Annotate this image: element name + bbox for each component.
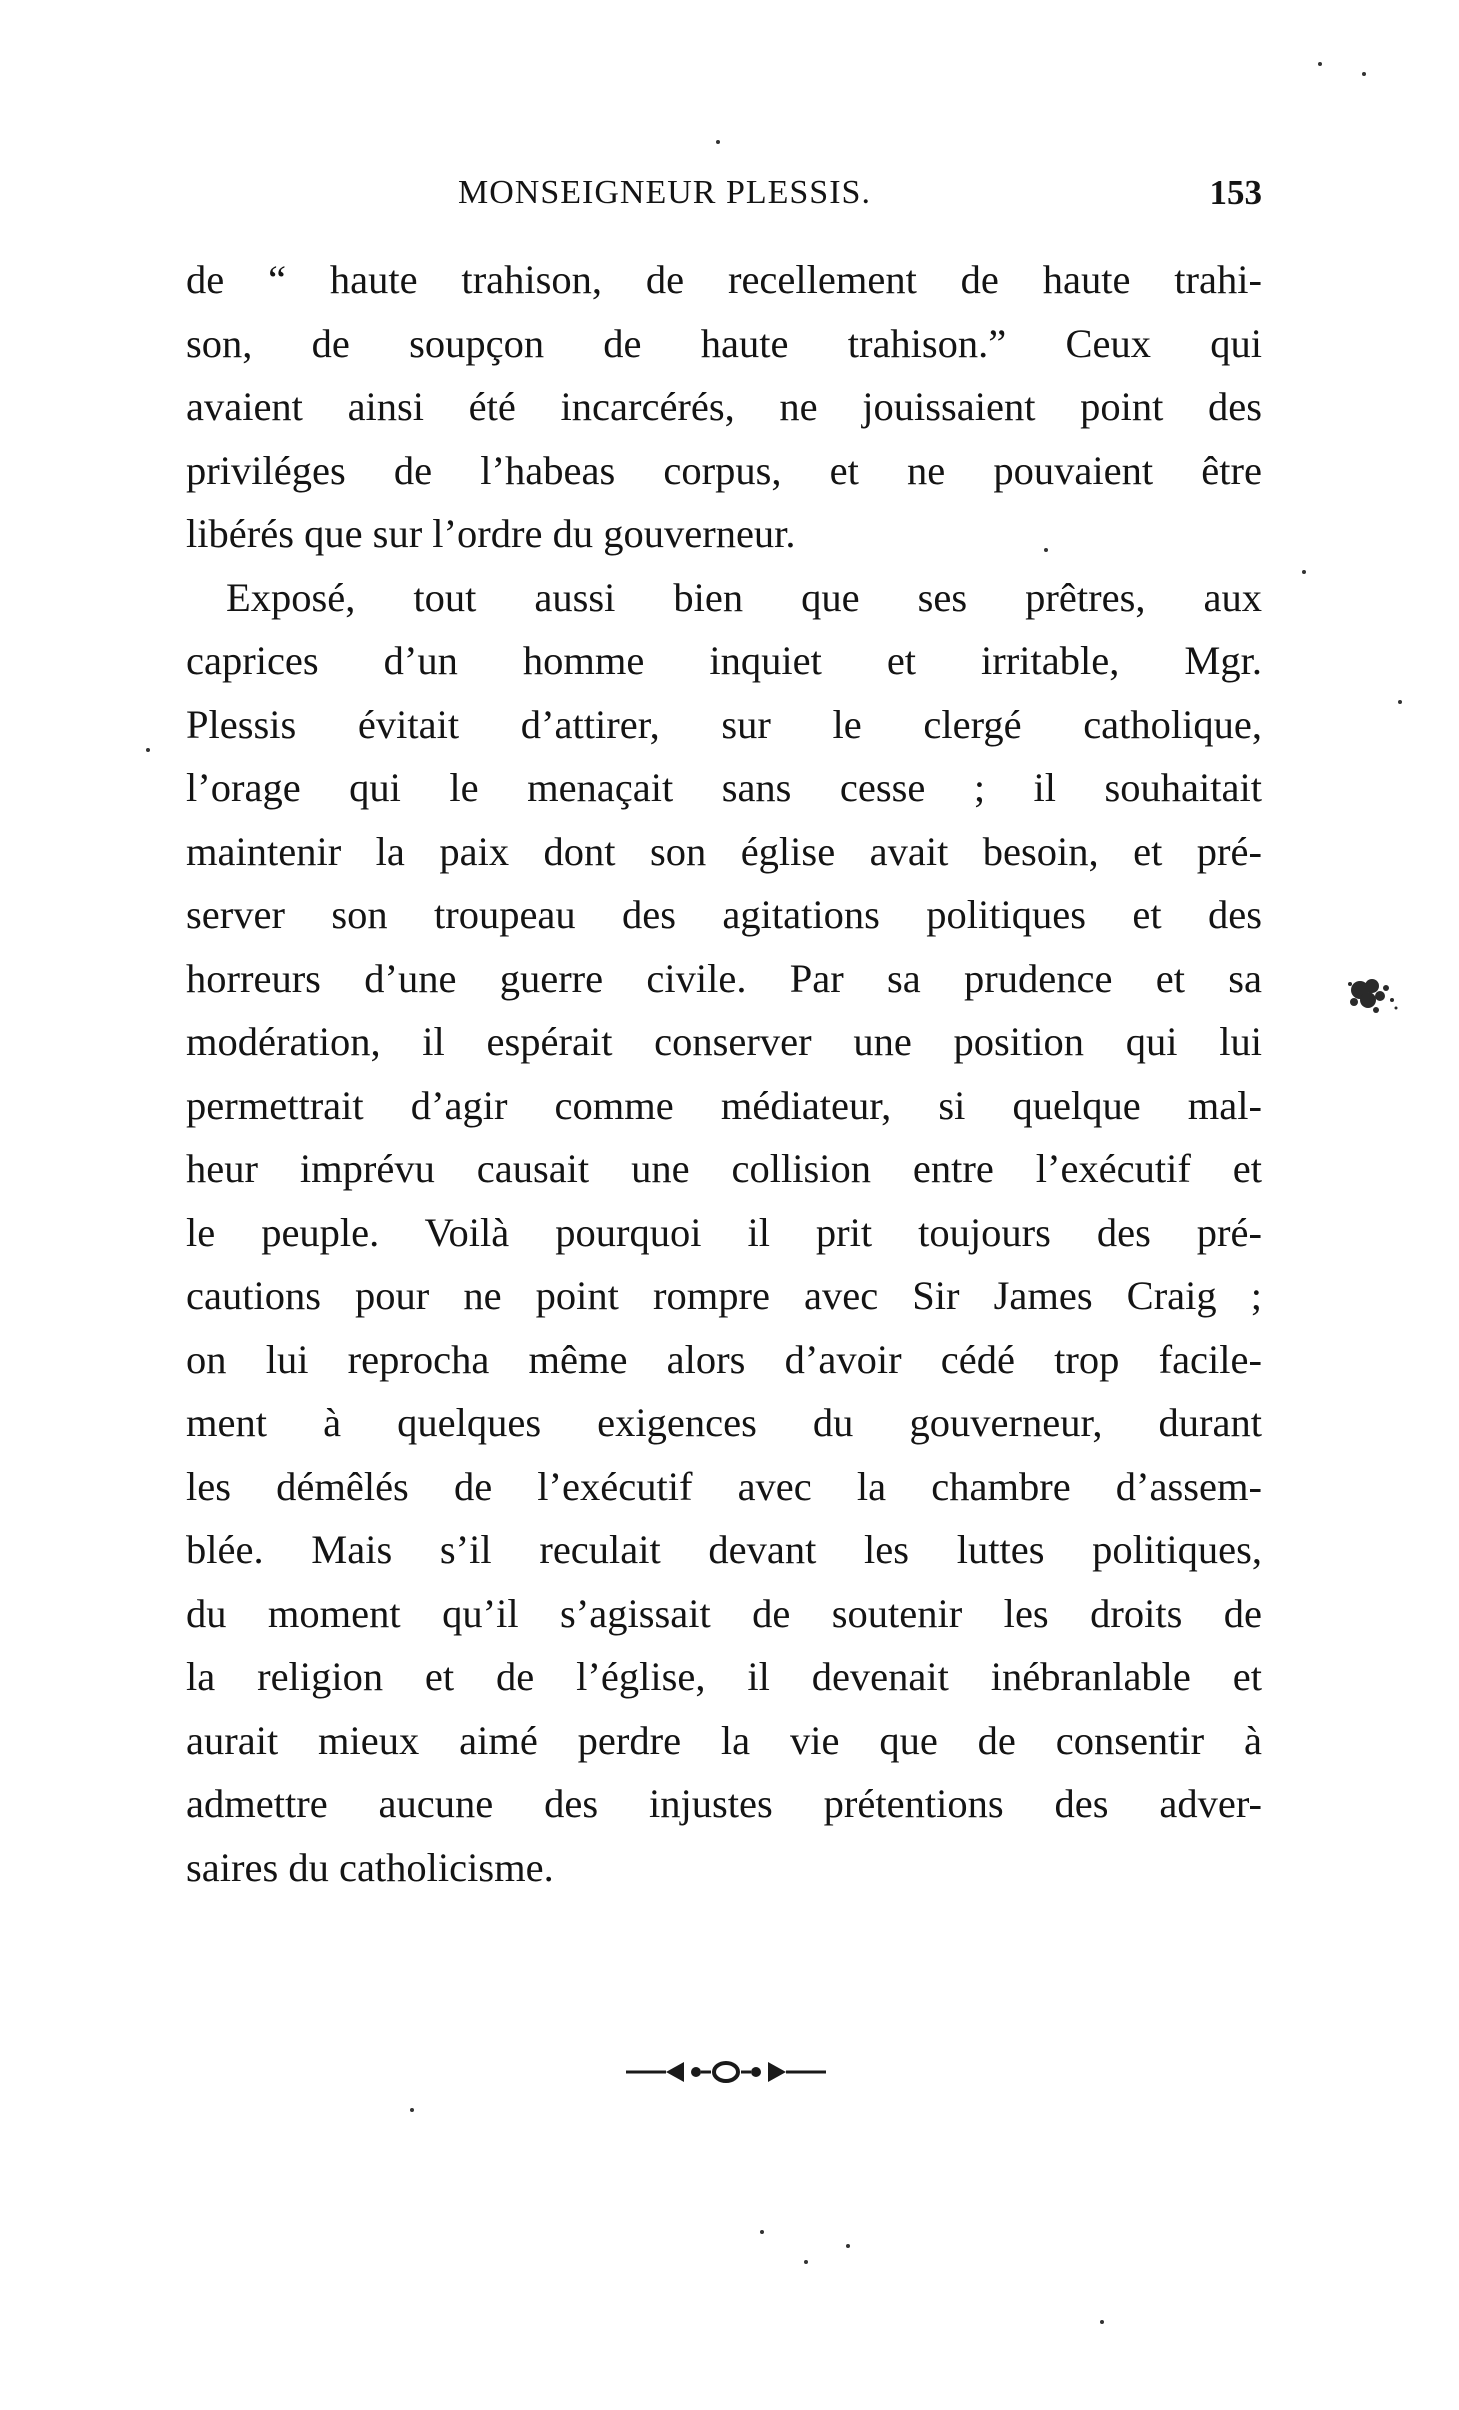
paper-speck	[846, 2244, 850, 2248]
tailpiece-ornament-icon	[626, 2052, 826, 2092]
paper-speck	[410, 2108, 414, 2112]
text-line: heur imprévu causait une collision entre l’exécutif et	[186, 1146, 1262, 1191]
paper-speck	[760, 2230, 764, 2234]
text-line: cautions pour ne point rompre avec Sir James Craig ;	[186, 1273, 1262, 1318]
running-head	[186, 168, 1262, 218]
text-line: on lui reprocha même alors d’avoir cédé trop facile-	[186, 1336, 1262, 1382]
text-line: server son troupeau des agitations politiques et des	[186, 892, 1262, 937]
text-line: Exposé, tout aussi bien que ses prêtres, aux	[226, 574, 1262, 620]
text-line: de “ haute trahison, de recellement de haute trahi-	[186, 257, 1262, 302]
paper-speck	[1318, 62, 1322, 66]
paper-speck	[716, 140, 720, 144]
paper-speck	[1044, 548, 1048, 552]
running-title: MONSEIGNEUR PLESSIS.	[458, 174, 871, 211]
text-line: permettrait d’agir comme médiateur, si quelque mal-	[186, 1082, 1262, 1128]
text-line: admettre aucune des injustes prétentions des adver-	[186, 1781, 1262, 1826]
text-line: son, de soupçon de haute trahison.” Ceux qui	[186, 320, 1262, 366]
text-line: du moment qu’il s’agissait de soutenir les droits de	[186, 1590, 1262, 1636]
text-line: Plessis évitait d’attirer, sur le clergé catholique,	[186, 701, 1262, 747]
text-line: priviléges de l’habeas corpus, et ne pouvaient être	[186, 447, 1262, 493]
text-line: le peuple. Voilà pourquoi il prit toujours des pré-	[186, 1209, 1262, 1255]
paper-speck	[1398, 700, 1402, 704]
text-line: saires du catholicisme.	[186, 1844, 554, 1890]
text-line: les démêlés de l’exécutif avec la chambre d’assem-	[186, 1463, 1262, 1509]
paper-speck	[804, 2260, 808, 2264]
page-number: 153	[1209, 173, 1262, 212]
text-line: ment à quelques exigences du gouverneur, durant	[186, 1400, 1262, 1445]
text-line: l’orage qui le menaçait sans cesse ; il souhaitait	[186, 765, 1262, 810]
paper-speck	[1302, 570, 1306, 574]
body-text	[186, 248, 1262, 1899]
paper-speck	[146, 748, 150, 752]
paper-speck	[1100, 2320, 1104, 2324]
paper-speck	[1362, 72, 1366, 76]
text-line: blée. Mais s’il reculait devant les luttes politiques,	[186, 1527, 1262, 1572]
text-line: avaient ainsi été incarcérés, ne jouissaient point des	[186, 384, 1262, 429]
text-line: libérés que sur l’ordre du gouverneur.	[186, 511, 796, 556]
text-line: aurait mieux aimé perdre la vie que de consentir à	[186, 1717, 1262, 1763]
text-line: horreurs d’une guerre civile. Par sa prudence et sa	[186, 955, 1262, 1001]
text-line: modération, il espérait conserver une position qui lui	[186, 1019, 1262, 1064]
text-line: maintenir la paix dont son église avait besoin, et pré-	[186, 828, 1262, 874]
text-line: la religion et de l’église, il devenait inébranlable et	[186, 1654, 1262, 1699]
text-line: caprices d’un homme inquiet et irritable, Mgr.	[186, 638, 1262, 683]
ink-blot-icon	[1330, 960, 1410, 1030]
